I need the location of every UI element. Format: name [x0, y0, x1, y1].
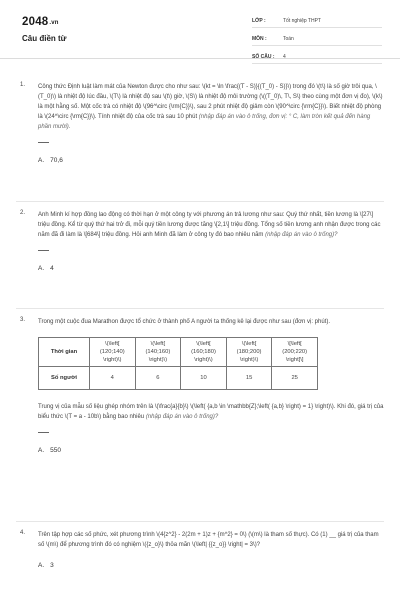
question-3: [16, 317, 384, 454]
question-1: [16, 82, 384, 164]
question-note: (nhập đáp án vào ô trống)?: [145, 414, 219, 420]
question-number: 1.: [20, 82, 26, 88]
question-body: Trung vị của mẫu số liệu ghép nhóm trên là \(\frac{a}{b}\) \(\left( {a,b \in \mathbb{Z};\left( {a,b} \right) = 1} \right)\). Khi đó, giá trị của biểu thức \(T = a - 10b\) bằng bao nhiêu: [38, 404, 384, 420]
question-number: 4.: [20, 530, 26, 536]
question-text-2: [38, 402, 384, 422]
question-body: Công thức Định luật làm mát của Newton được cho như sau: \(kt = \ln \frac{(T - S)}{(T_0) - S)}\) trong đó \(t\) là số giờ trôi qua, \(T_0)\) là nhiệt độ lúc đầu, \(T\) là nhiệt độ sau \(t\) giờ, \(S\) là nhiệt độ môi trường (\((T_0)\, T\, S\) theo cùng một đơn vị đo), \(k\) là một hằng số. Một cốc trà có nhiệt độ \(96^\circ {\rm{C}}\), sau 2 phút nhiệt độ giảm còn \(90^\circ {\rm{C}}\). Biết nhiệt độ phòng là \(24^\circ {\rm{C}}\). Tính nhiệt độ của cốc trà sau 10 phút: [38, 84, 383, 120]
question-body: Anh Minh kí hợp đồng lao động có thời hạn ở một công ty với phương án trả lương như sau: Quý thứ nhất, tiền lương là \[27\] triệu đồng. Kể từ quý thứ hai trở đi, mỗi quý tiền lương được tăng \[2,1\] triệu đồng. Tổng số tiền lương anh nhận được trong các năm đã đi làm là \[684\] triệu đồng. Hỏi anh Minh đã làm ở công ty đó bao nhiêu năm: [38, 212, 381, 238]
row-header: Thời gian: [39, 338, 90, 367]
answer-label: A.: [38, 157, 45, 164]
question-note: (nhập đáp án vào ô trống)?: [265, 232, 338, 238]
question-text: Trong một cuộc đua Marathon được tổ chức ở thành phố A người ta thống kê lại được như sau (đơn vị: phút).: [38, 319, 331, 325]
answer-value: 70,6: [50, 157, 63, 164]
question-text: [38, 210, 384, 240]
question-text: [38, 82, 384, 132]
question-2: [16, 210, 384, 272]
frequency-table: [38, 337, 318, 390]
table-cell: \[\left[ (200;220) \right]\]: [272, 338, 318, 367]
logo-text: 2048: [22, 16, 49, 28]
divider: [16, 521, 384, 522]
page-header: [0, 0, 400, 59]
answer-value: 550: [50, 447, 62, 454]
quiz-type-title: Câu điền từ: [22, 34, 67, 43]
divider: [16, 201, 384, 202]
table-cell: 15: [226, 367, 272, 390]
answer-value: 3: [50, 562, 54, 569]
meta-label: MÔN :: [252, 35, 267, 42]
logo-suffix: .vn: [49, 20, 59, 26]
table-row: [39, 338, 318, 367]
table-cell: 4: [90, 367, 136, 390]
meta-label: SỐ CÂU :: [252, 53, 275, 60]
site-logo[interactable]: [22, 16, 59, 28]
meta-value: Tốt nghiệp THPT: [283, 17, 321, 24]
answer-option[interactable]: [38, 447, 384, 454]
answer-option[interactable]: [38, 265, 384, 272]
table-row: [39, 367, 318, 390]
answer-blank[interactable]: [38, 250, 49, 251]
answer-option[interactable]: [38, 157, 384, 164]
answer-label: A.: [38, 265, 45, 272]
meta-label: LỚP :: [252, 17, 266, 24]
table-cell: \(\left[ (160;180) \right)\): [181, 338, 227, 367]
divider: [16, 308, 384, 309]
answer-blank[interactable]: [38, 142, 49, 143]
answer-blank[interactable]: [38, 432, 49, 433]
table-cell: \(\left[ (180;200) \right)\): [226, 338, 272, 367]
question-text: Trên tập hợp các số phức, xét phương trình \(4{z^2} - 2(2m + 1)z + {m^2} = 0\) (\(m\) là tham số thực). Có (1) __ giá trị của tham số \(m\) để phương trình đó có nghiệm \({z_o}\) thỏa mãn \(\left| {{z_o}} \right| = 3\)?: [38, 532, 379, 548]
meta-row-count: [252, 50, 382, 64]
question-number: 3.: [20, 317, 26, 323]
table-cell: \(\left[ (120;140) \right)\): [90, 338, 136, 367]
table-cell: 6: [135, 367, 181, 390]
answer-option[interactable]: [38, 562, 384, 569]
row-header: Số người: [39, 367, 90, 390]
meta-value: 4: [283, 53, 286, 60]
meta-row-class: [252, 14, 382, 28]
question-number: 2.: [20, 210, 26, 216]
meta-value: Toán: [283, 35, 294, 42]
table-cell: \(\left[ (140;160) \right)\): [135, 338, 181, 367]
quiz-meta: [252, 14, 382, 68]
table-cell: 10: [181, 367, 227, 390]
question-note: (nhập đáp án vào ô trống, đơn vị: ° C, làm tròn kết quả đến hàng phần mười).: [38, 114, 371, 130]
answer-value: 4: [50, 265, 54, 272]
table-cell: 25: [272, 367, 318, 390]
question-4: [16, 530, 384, 569]
answer-label: A.: [38, 447, 45, 454]
meta-row-subject: [252, 32, 382, 46]
answer-label: A.: [38, 562, 45, 569]
